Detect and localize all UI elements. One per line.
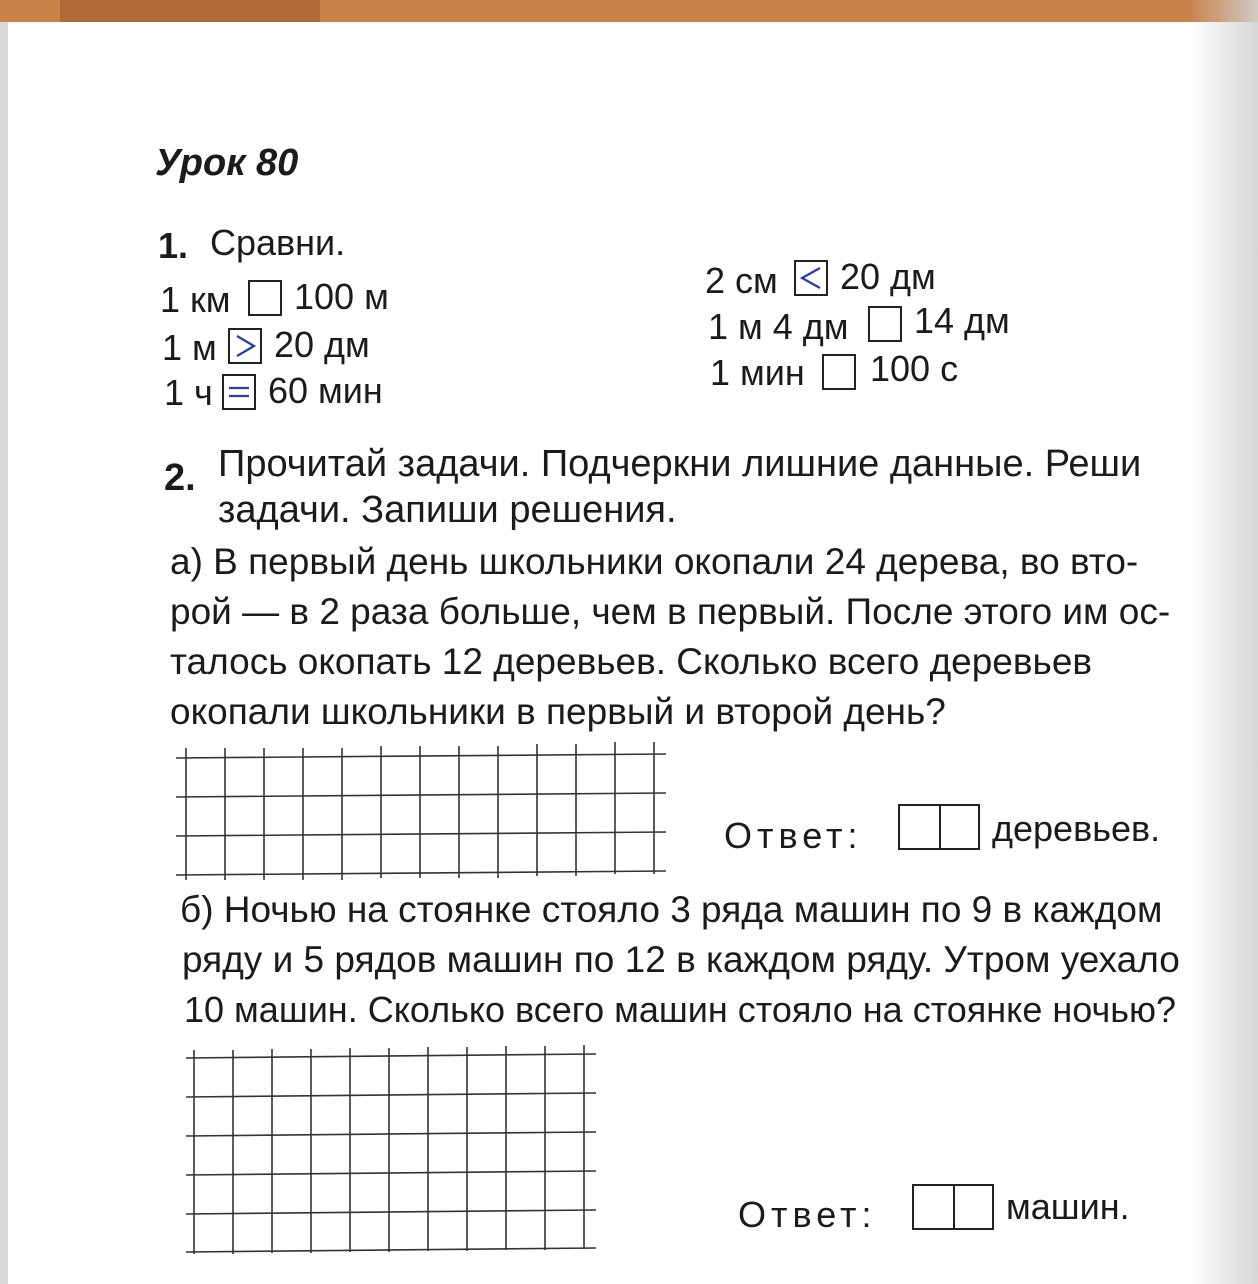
task2-prompt-line1: Прочитай задачи. Подчеркни лишние данные. Реши [218,443,1142,485]
compare-left-3-a: 1 ч [164,372,213,413]
lesson-title: Урок 80 [155,142,299,184]
page-edge [0,22,8,1284]
greater-than-mark [230,330,260,362]
answer-unit-a: деревьев. [992,808,1161,849]
binding-shadow [1188,0,1258,1284]
compare-box[interactable] [868,306,902,342]
compare-left-1-a: 1 км [160,279,231,320]
compare-right-1-b: 20 дм [840,256,936,297]
header-strip [0,0,1258,22]
problem-b-line: 10 машин. Сколько всего машин стояло на стоянке ночью? [184,989,1177,1030]
answer-label-b: Ответ: [738,1194,877,1235]
compare-left-1-b: 100 м [294,276,389,317]
less-than-mark [796,262,826,294]
problem-b-line: б) Ночью на стоянке стояло 3 ряда машин по 9 в каждом [180,889,1163,930]
compare-right-1-a: 2 см [705,260,778,301]
answer-unit-b: машин. [1006,1186,1130,1227]
compare-box[interactable] [248,280,282,316]
answer-box-a[interactable] [898,804,980,850]
task2-prompt-line2: задачи. Запиши решения. [218,489,677,531]
problem-b-line: ряду и 5 рядов машин по 12 в каждом ряду. Утром уехало [182,939,1180,980]
compare-right-3-b: 100 с [870,348,959,389]
compare-box[interactable] [822,354,856,390]
answer-label-a: Ответ: [724,815,863,856]
task1-prompt: Сравни. [210,222,346,263]
equals-mark [224,376,254,408]
compare-right-2-a: 1 м 4 дм [708,306,849,347]
header-strip-band [60,0,320,22]
answer-box-b[interactable] [912,1184,994,1230]
compare-right-2-b: 14 дм [914,300,1010,341]
problem-a-line: окопали школьники в первый и второй день? [170,691,946,732]
compare-right-3-a: 1 мин [710,352,805,393]
task2-number: 2. [164,457,196,499]
compare-left-2-a: 1 м [162,327,217,368]
problem-a-line: а) В первый день школьники окопали 24 дерева, во вто- [170,541,1139,582]
task1-number: 1. [158,225,189,266]
compare-box-filled[interactable] [794,260,828,296]
solution-grid-a[interactable] [176,740,668,880]
problem-a-line: рой — в 2 раза больше, чем в первый. После этого им ос- [170,591,1171,632]
compare-box-filled[interactable] [222,374,256,410]
problem-a-line: талось окопать 12 деревьев. Сколько всего деревьев [170,641,1093,682]
compare-box-filled[interactable] [228,328,262,364]
solution-grid-b[interactable] [186,1044,598,1254]
compare-left-2-b: 20 дм [274,324,370,365]
compare-left-3-b: 60 мин [268,370,383,411]
